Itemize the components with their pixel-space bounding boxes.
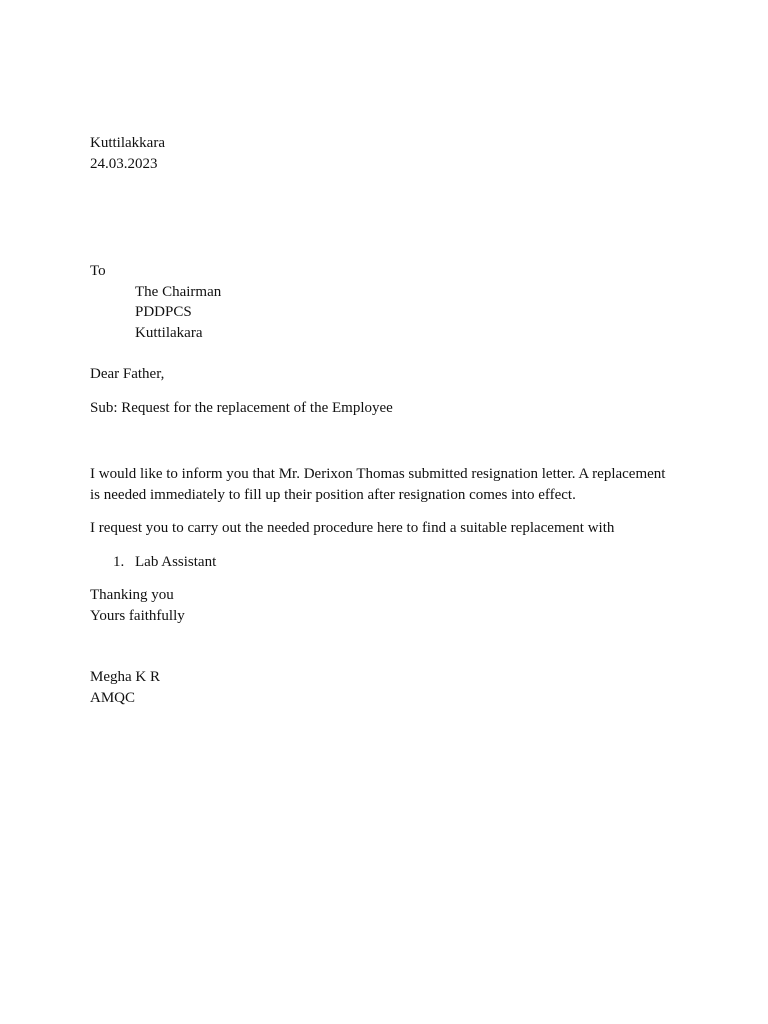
recipient-line-title: The Chairman [135,284,222,300]
sender-place: Kuttilakkara [90,135,165,151]
body-paragraph-2: I request you to carry out the needed procedure here to find a suitable replacement with [90,520,615,536]
closing-sign-off: Yours faithfully [90,608,185,624]
signature-designation: AMQC [90,690,136,706]
to-label: To [90,263,106,279]
list-item-number: 1. [113,554,125,570]
subject-line: Sub: Request for the replacement of the Employee [90,400,393,416]
letter-date: 24.03.2023 [90,156,158,172]
body-paragraph-1-line-2: is needed immediately to fill up their position after resignation comes into effect. [90,487,576,503]
recipient-line-organization: PDDPCS [135,304,192,320]
signature-name: Megha K R [90,669,160,685]
body-paragraph-1-line-1: I would like to inform you that Mr. Derixon Thomas submitted resignation letter. A replacement [90,466,666,482]
recipient-line-place: Kuttilakara [135,325,203,341]
list-item-text: Lab Assistant [135,554,217,570]
salutation: Dear Father, [90,366,165,382]
closing-thanks: Thanking you [90,587,174,603]
